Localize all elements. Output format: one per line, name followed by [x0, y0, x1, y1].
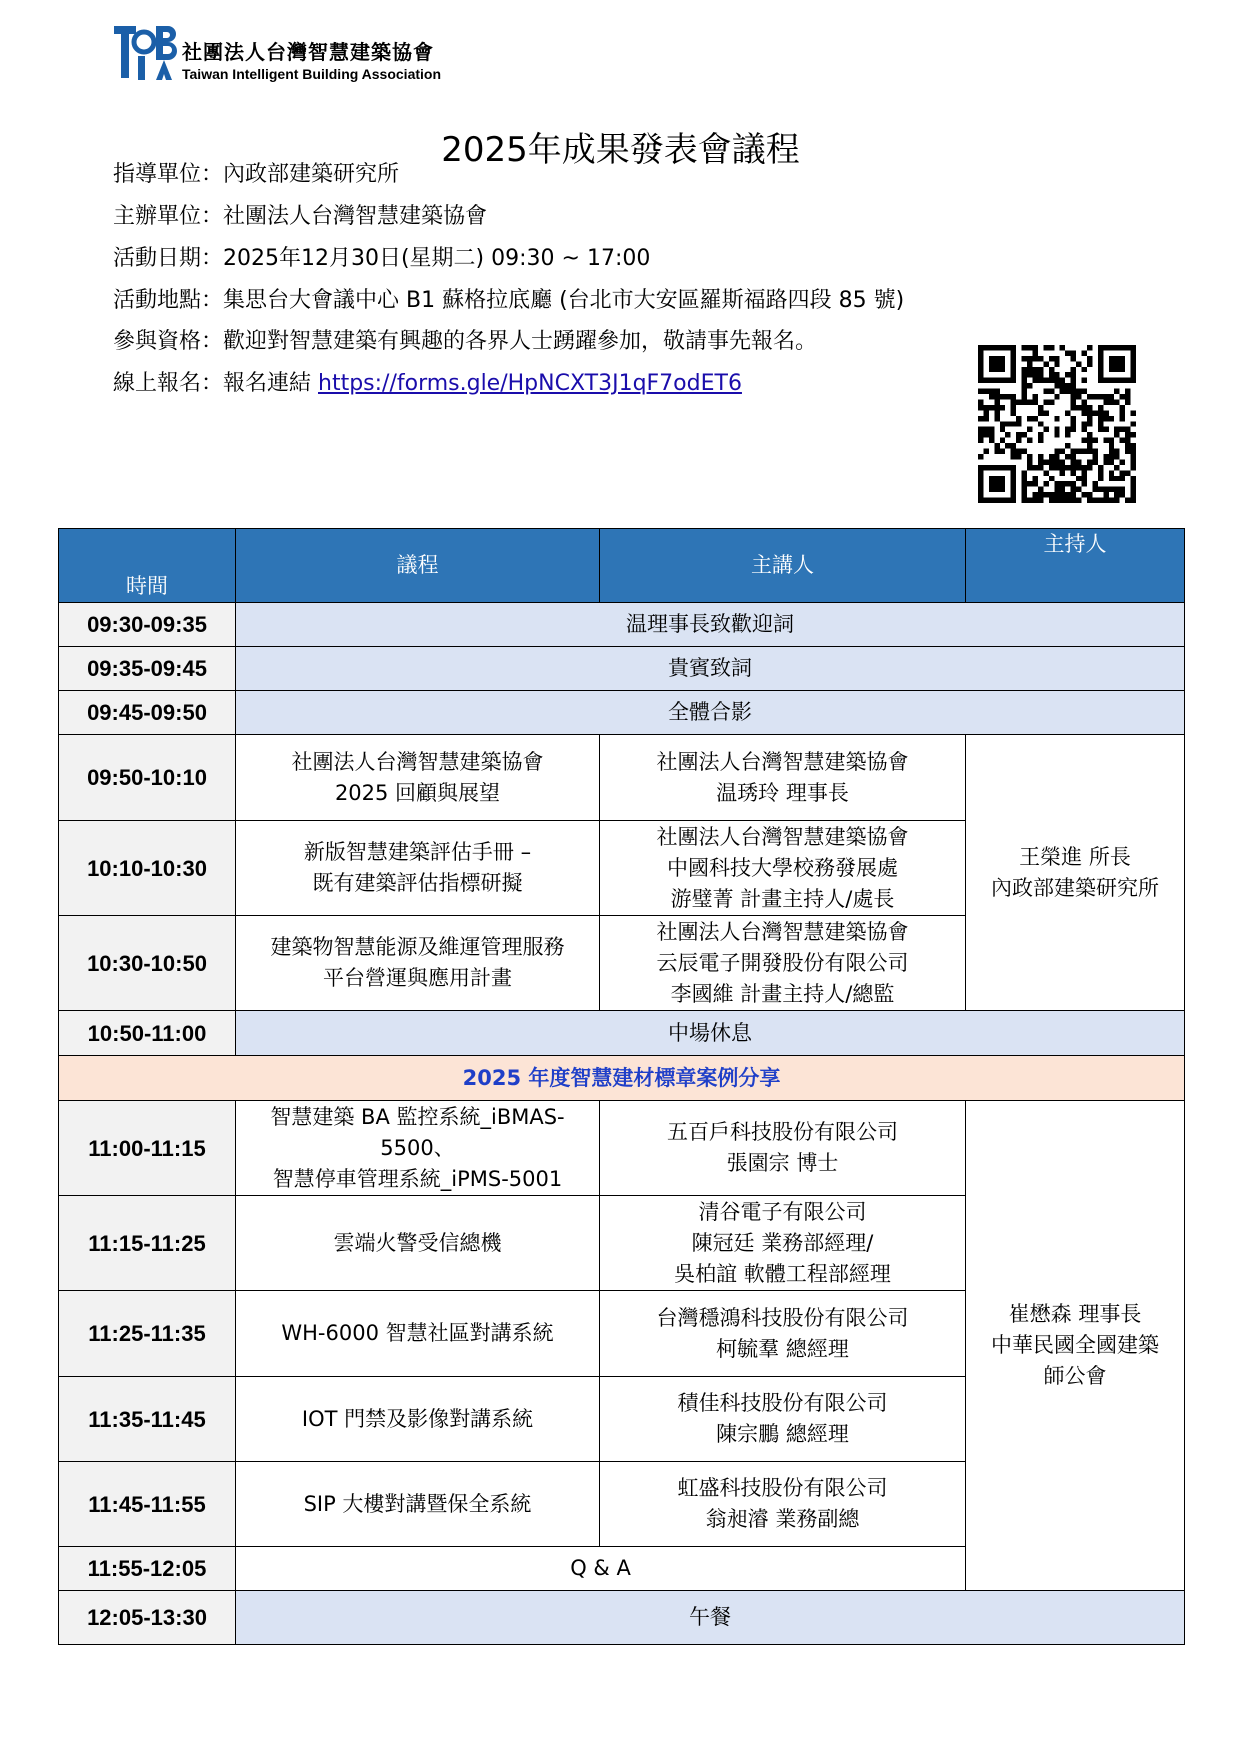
- org-name-en: Taiwan Intelligent Building Association: [182, 66, 442, 82]
- agenda-topic: 新版智慧建築評估手冊 – 既有建築評估指標研擬: [236, 821, 600, 916]
- agenda-table: [58, 528, 1185, 1645]
- qa-item: Q & A: [236, 1547, 966, 1591]
- agenda-item: 全體合影: [236, 691, 1185, 735]
- agenda-topic: IOT 門禁及影像對講系統: [236, 1377, 600, 1462]
- time-cell: 09:45-09:50: [59, 691, 236, 735]
- time-cell: 09:30-09:35: [59, 603, 236, 647]
- time-cell: 11:45-11:55: [59, 1462, 236, 1547]
- org-name-block: [182, 40, 441, 84]
- time-cell: 10:10-10:30: [59, 821, 236, 916]
- signup-link[interactable]: https://forms.gle/HpNCXT3J1qF7odET6: [318, 371, 742, 396]
- moderator-cell: 王榮進 所長 內政部建築研究所: [966, 735, 1185, 1011]
- info-host: 主辦單位：社團法人台灣智慧建築協會: [113, 204, 488, 229]
- agenda-item: 貴賓致詞: [236, 647, 1185, 691]
- speaker-cell: 清谷電子有限公司 陳冠廷 業務部經理/ 吳柏誼 軟體工程部經理: [600, 1196, 966, 1291]
- time-cell: 10:50-11:00: [59, 1011, 236, 1056]
- time-cell: 09:50-10:10: [59, 735, 236, 821]
- time-cell: 10:30-10:50: [59, 916, 236, 1011]
- qr-code: [978, 345, 1136, 503]
- speaker-cell: 台灣穩鴻科技股份有限公司 柯毓羣 總經理: [600, 1291, 966, 1377]
- time-cell: 11:00-11:15: [59, 1101, 236, 1196]
- agenda-item: 午餐: [236, 1591, 1185, 1645]
- org-name-cn: 社團法人台灣智慧建築協會: [182, 40, 434, 64]
- speaker-cell: 積佳科技股份有限公司 陳宗鵬 總經理: [600, 1377, 966, 1462]
- time-cell: 11:15-11:25: [59, 1196, 236, 1291]
- agenda-topic: SIP 大樓對講暨保全系統: [236, 1462, 600, 1547]
- header-moderator: 主持人: [966, 529, 1185, 603]
- time-cell: 12:05-13:30: [59, 1591, 236, 1645]
- agenda-topic: WH-6000 智慧社區對講系統: [236, 1291, 600, 1377]
- speaker-cell: 社團法人台灣智慧建築協會 云辰電子開發股份有限公司 李國維 計畫主持人/總監: [600, 916, 966, 1011]
- speaker-cell: 虹盛科技股份有限公司 翁昶濬 業務副總: [600, 1462, 966, 1547]
- section-heading: 2025 年度智慧建材標章案例分享: [59, 1056, 1185, 1101]
- agenda-topic: 雲端火警受信總機: [236, 1196, 600, 1291]
- info-guide: 指導單位：內政部建築研究所: [113, 162, 400, 187]
- agenda-topic: 社團法人台灣智慧建築協會 2025 回顧與展望: [236, 735, 600, 821]
- time-cell: 11:35-11:45: [59, 1377, 236, 1462]
- time-cell: 09:35-09:45: [59, 647, 236, 691]
- moderator-cell: 崔懋森 理事長 中華民國全國建築 師公會: [966, 1101, 1185, 1591]
- time-cell: 11:25-11:35: [59, 1291, 236, 1377]
- page-title: 2025年成果發表會議程: [441, 130, 800, 170]
- tiba-logo: [112, 22, 178, 84]
- time-cell: 11:55-12:05: [59, 1547, 236, 1591]
- agenda-topic: 建築物智慧能源及維運管理服務 平台營運與應用計畫: [236, 916, 600, 1011]
- header-time: 時間: [59, 529, 236, 603]
- info-signup: [113, 369, 742, 399]
- agenda-item: 温理事長致歡迎詞: [236, 603, 1185, 647]
- speaker-cell: 社團法人台灣智慧建築協會 中國科技大學校務發展處 游璧菁 計畫主持人/處長: [600, 821, 966, 916]
- signup-label: 線上報名：報名連結: [113, 371, 318, 396]
- agenda-item: 中場休息: [236, 1011, 1185, 1056]
- info-venue: 活動地點：集思台大會議中心 B1 蘇格拉底廳 (台北市大安區羅斯福路四段 85 號): [113, 288, 905, 313]
- header-speaker: 主講人: [600, 529, 966, 603]
- info-date: 活動日期：2025年12月30日(星期二) 09:30 ~ 17:00: [113, 246, 651, 271]
- speaker-cell: 五百戶科技股份有限公司 張園宗 博士: [600, 1101, 966, 1196]
- header-agenda: 議程: [236, 529, 600, 603]
- info-eligibility: 參與資格：歡迎對智慧建築有興趣的各界人士踴躍參加，敬請事先報名。: [113, 329, 818, 354]
- speaker-cell: 社團法人台灣智慧建築協會 温琇玲 理事長: [600, 735, 966, 821]
- agenda-topic: 智慧建築 BA 監控系統_iBMAS- 5500、 智慧停車管理系統_iPMS-5001: [236, 1101, 600, 1196]
